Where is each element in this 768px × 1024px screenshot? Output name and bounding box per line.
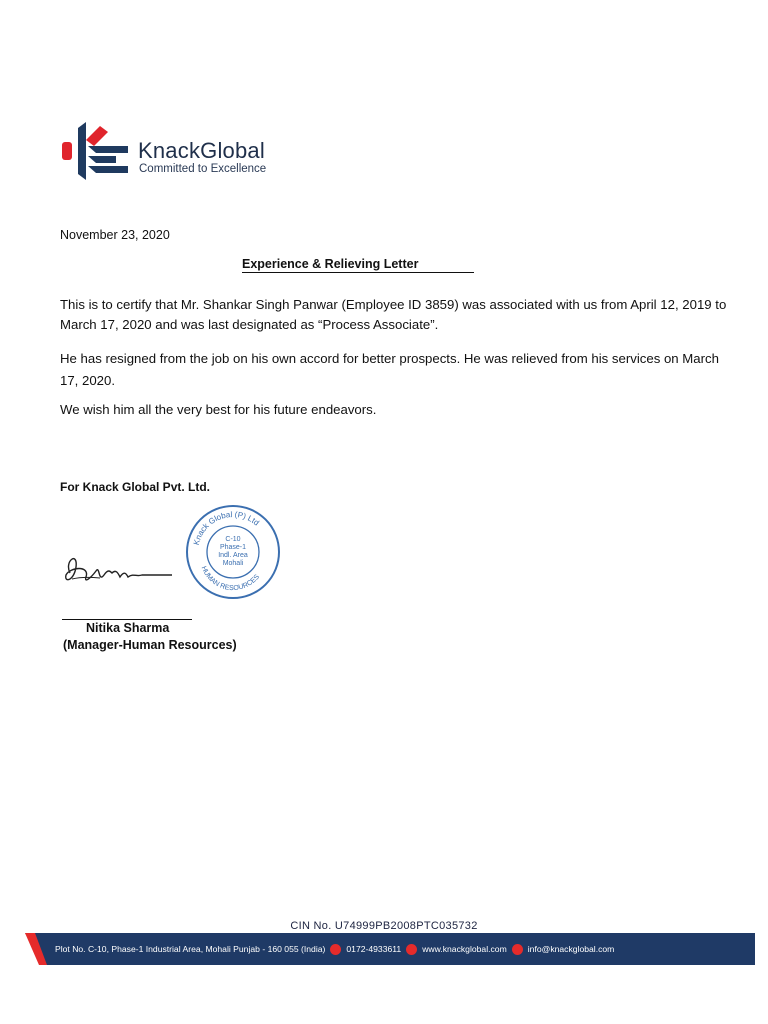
letter-paragraph-2: He has resigned from the job on his own accord for better prospects. He was relieved from his services on March 17, 2020. [60,351,719,388]
letter-paragraph-1: This is to certify that Mr. Shankar Singh Panwar (Employee ID 3859) was associated with us from April 12, 2019 to March 17, 2020 and was last designated as “Process Associate”. [60,297,727,332]
handwritten-signature [60,543,180,593]
stamp-line: Phase-1 [219,544,247,551]
signatory-name: Nitika Sharma [86,621,170,635]
email-icon [512,944,523,955]
stamp-bottom-text: HUMAN RESOURCES [199,565,262,593]
phone-icon [330,944,341,955]
knackglobal-logo-icon [60,122,132,180]
stamp-line: C-10 [225,536,241,543]
company-logo [60,122,310,182]
footer-address: Plot No. C-10, Phase-1 Industrial Area, Mohali Punjab - 160 055 (India) [55,944,326,954]
footer-website[interactable]: www.knackglobal.com [422,944,507,954]
footer-cin: CIN No. U74999PB2008PTC035732 [290,920,478,932]
signoff-company: For Knack Global Pvt. Ltd. [60,480,211,494]
signature-line [62,619,192,620]
footer-email[interactable]: info@knackglobal.com [527,944,615,954]
footer-phone: 0172-4933611 [346,944,402,954]
stamp-line: Mohali [222,560,244,567]
footer-contact [55,940,614,958]
letter-date: November 23, 2020 [60,228,170,242]
stamp-line: Indl. Area [218,552,248,559]
stamp-top-text: Knack Global (P) Ltd [191,509,261,546]
globe-icon [406,944,417,955]
logo-tagline: Committed to Excellence [139,163,267,175]
letter-title: Experience & Relieving Letter [242,257,474,273]
company-stamp [178,497,288,607]
signatory-role: (Manager-Human Resources) [63,638,237,652]
logo-name: KnackGlobal [138,138,265,163]
letter-paragraph-3: We wish him all the very best for his future endeavors. [60,402,377,417]
